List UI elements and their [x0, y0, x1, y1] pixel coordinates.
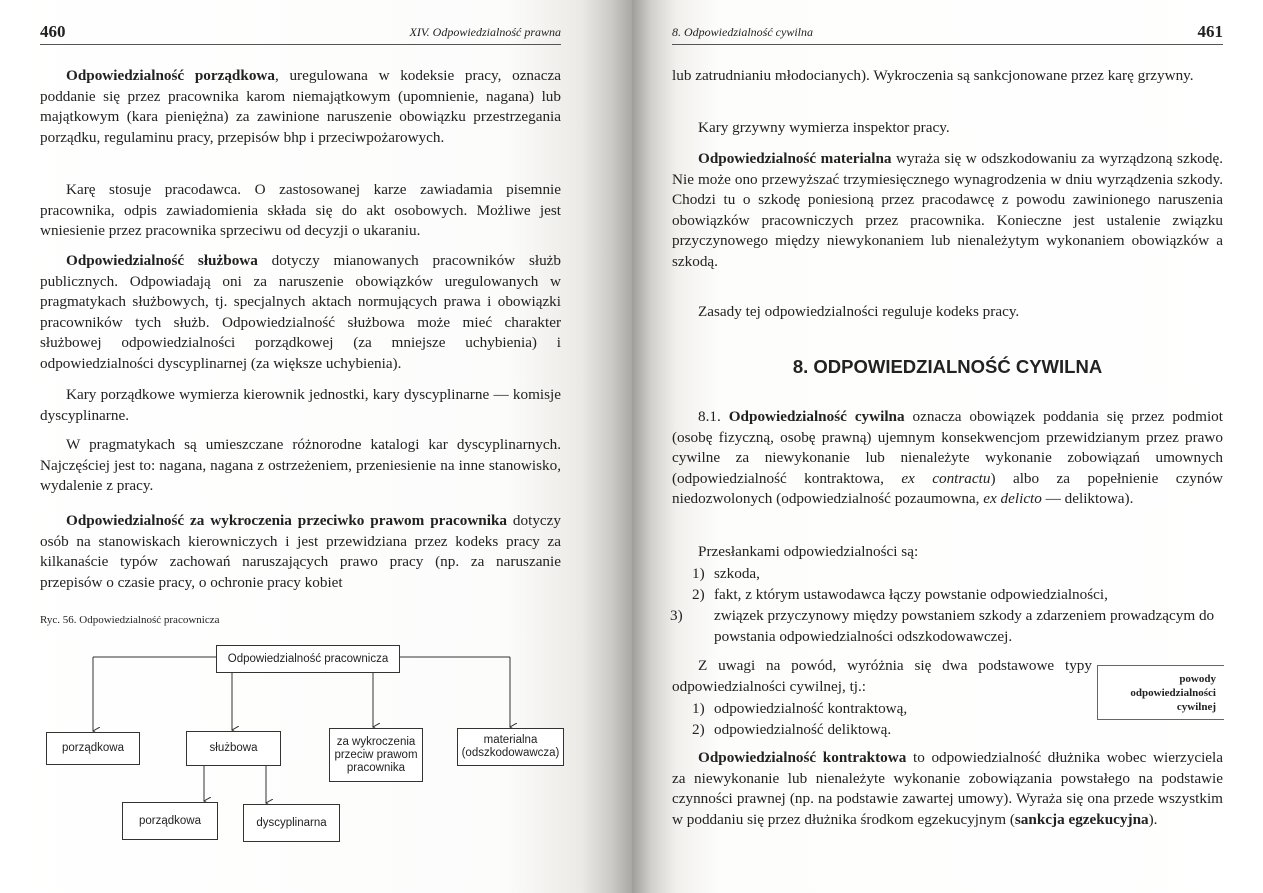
- paragraph-sluzbowa: Odpowiedzialność służbowa dotyczy mianowanych pracowników służb publicznych. Odpowiadają oni za naruszenie obowiązków uregulowanych w pragmatykach służbowych, tj. specjalnych aktach normujących prawa i obowiązki pracowników tych służb. Odpowiedzialność służbowa może mieć charakter służbowej odpowiedzialności porządkowej (za mniejsze uchybienia) i odpowiedzialności dyscyplinarnej (za większe uchybienia).: [40, 252, 562, 372]
- list-item: 1) szkoda,: [692, 565, 760, 582]
- running-title: XIV. Odpowiedzialność prawna: [409, 25, 561, 39]
- figure-caption: Ryc. 56. Odpowiedzialność pracownicza: [40, 614, 220, 626]
- paragraph-wykroczenia: Odpowiedzialność za wykroczenia przeciwko prawom pracownika dotyczy osób na stanowiskach kierowniczych i jest przewidziana przez kodeks pracy za kilkanaście typów zachowań naruszających prawo pracy (np. za naruszanie przepisów o czasie pracy, o ochronie pracy kobiet: [40, 512, 562, 591]
- paragraph-kara: Karę stosuje pracodawca. O zastosowanej karze zawiadamia pisemnie pracownika, odpis zawiadomienia składa się do akt osobowych. Możliwe jest wniesienie przez pracownika sprzeciwu od decyzji o ukaraniu.: [40, 181, 561, 239]
- diagram-sluzbowa-box: służbowa: [186, 731, 281, 766]
- list-item: 3) związek przyczynowy między powstaniem szkody a zdarzeniem prowadzącym do powstania odpowiedzialności odszkodowawczej.: [670, 607, 1215, 645]
- diagram-sub-porzadkowa-box: porządkowa: [122, 802, 218, 840]
- page-number: 461: [1197, 22, 1223, 41]
- paragraph-pragmatyki: W pragmatykach są umieszczane różnorodne katalogi kar dyscyplinarnych. Najczęściej jest to: nagana, nagana z ostrzeżeniem, przeniesienie na inne stanowisko, wydalenie z pracy.: [40, 436, 561, 494]
- paragraph-continuation: lub zatrudnianiu młodocianych). Wykroczenia są sankcjonowane przez karę grzywny.: [672, 67, 1194, 84]
- paragraph-zasady: Zasady tej odpowiedzialności reguluje kodeks pracy.: [698, 303, 1020, 320]
- page-number: 460: [40, 22, 66, 41]
- diagram-sub-dyscyplinarna-box: dyscyplinarna: [243, 804, 340, 842]
- diagram-porzadkowa-box: porządkowa: [46, 732, 140, 765]
- paragraph-cywilna: 8.1. Odpowiedzialność cywilna oznacza obowiązek poddania się przez podmiot (osobę fizyczną, osobę prawną) ujemnym konsekwencjom przewidzianym przez prawo cywilne za niewykonanie lub nienależyte wykonanie zobowiązań umownych (odpowiedzialność kontraktowa, ex contractu) albo za popełnienie czynów niedozwolonych (odpowiedzialność pozaumowna, ex delicto — deliktowa).: [672, 408, 1223, 507]
- paragraph-materialna: Odpowiedzialność materialna wyraża się w odszkodowaniu za wyrządzoną szkodę. Nie może ono przewyższać trzymiesięcznego wynagrodzenia w dniu wyrządzenia szkody. Chodzi tu o szkodę poniesioną przez pracodawcę z powodu zawinionego naruszenia obowiązków pracowniczych przez pracownika. Konieczne jest ustalenie związku przyczynowego między niewykonaniem lub nienależytym wykonaniem obowiązków a szkodą.: [672, 150, 1224, 270]
- paragraph-kontraktowa: Odpowiedzialność kontraktowa to odpowiedzialność dłużnika wobec wierzyciela za niewykonanie lub nienależyte wykonanie zobowiązania powstałego na podstawie czynności prawnej (np. na podstawie zawartej umowy). Wyraża się ona przede wszystkim w poddaniu się przez dłużnika środkom egzekucyjnym (sankcja egzekucyjna).: [672, 749, 1223, 828]
- paragraph-porzadkowa: Odpowiedzialność porządkowa, uregulowana w kodeksie pracy, oznacza poddanie się przez pracownika karom niemajątkowym (upomnienie, nagana) lub majątkowym (kara pieniężna) za zawinione naruszenie obowiązku przestrzegania porządku, regulaminu pracy, przepisów bhp i przeciwpożarowych.: [40, 67, 561, 146]
- right-page: [632, 0, 1263, 893]
- premises-intro: Przesłankami odpowiedzialności są:: [698, 543, 919, 560]
- diagram-materialna-box: materialna (odszkodowawcza): [457, 728, 564, 766]
- running-title: 8. Odpowiedzialność cywilna: [672, 25, 813, 39]
- paragraph-kary-porzadkowe: Kary porządkowe wymierza kierownik jednostki, kary dyscyplinarne — komisje dyscyplinarne.: [40, 386, 561, 424]
- margin-note: powody odpowiedzialności cywilnej: [1097, 665, 1224, 720]
- paragraph-grzywna: Kary grzywny wymierza inspektor pracy.: [698, 119, 950, 136]
- diagram-wykroczenia-box: za wykroczenia przeciw prawom pracownika: [329, 728, 423, 782]
- list-item: 1) odpowiedzialność kontraktową,: [692, 700, 908, 717]
- right-header: [672, 20, 1223, 45]
- list-item: 2) fakt, z którym ustawodawca łączy powstanie odpowiedzialności,: [692, 586, 1108, 603]
- section-heading: 8. ODPOWIEDZIALNOŚĆ CYWILNA: [792, 356, 1103, 377]
- list-item: 2) odpowiedzialność deliktową.: [692, 721, 892, 738]
- diagram-root-box: Odpowiedzialność pracownicza: [216, 645, 400, 673]
- types-intro: Z uwagi na powód, wyróżnia się dwa podstawowe typy odpowiedzialności cywilnej, tj.:: [672, 657, 1092, 695]
